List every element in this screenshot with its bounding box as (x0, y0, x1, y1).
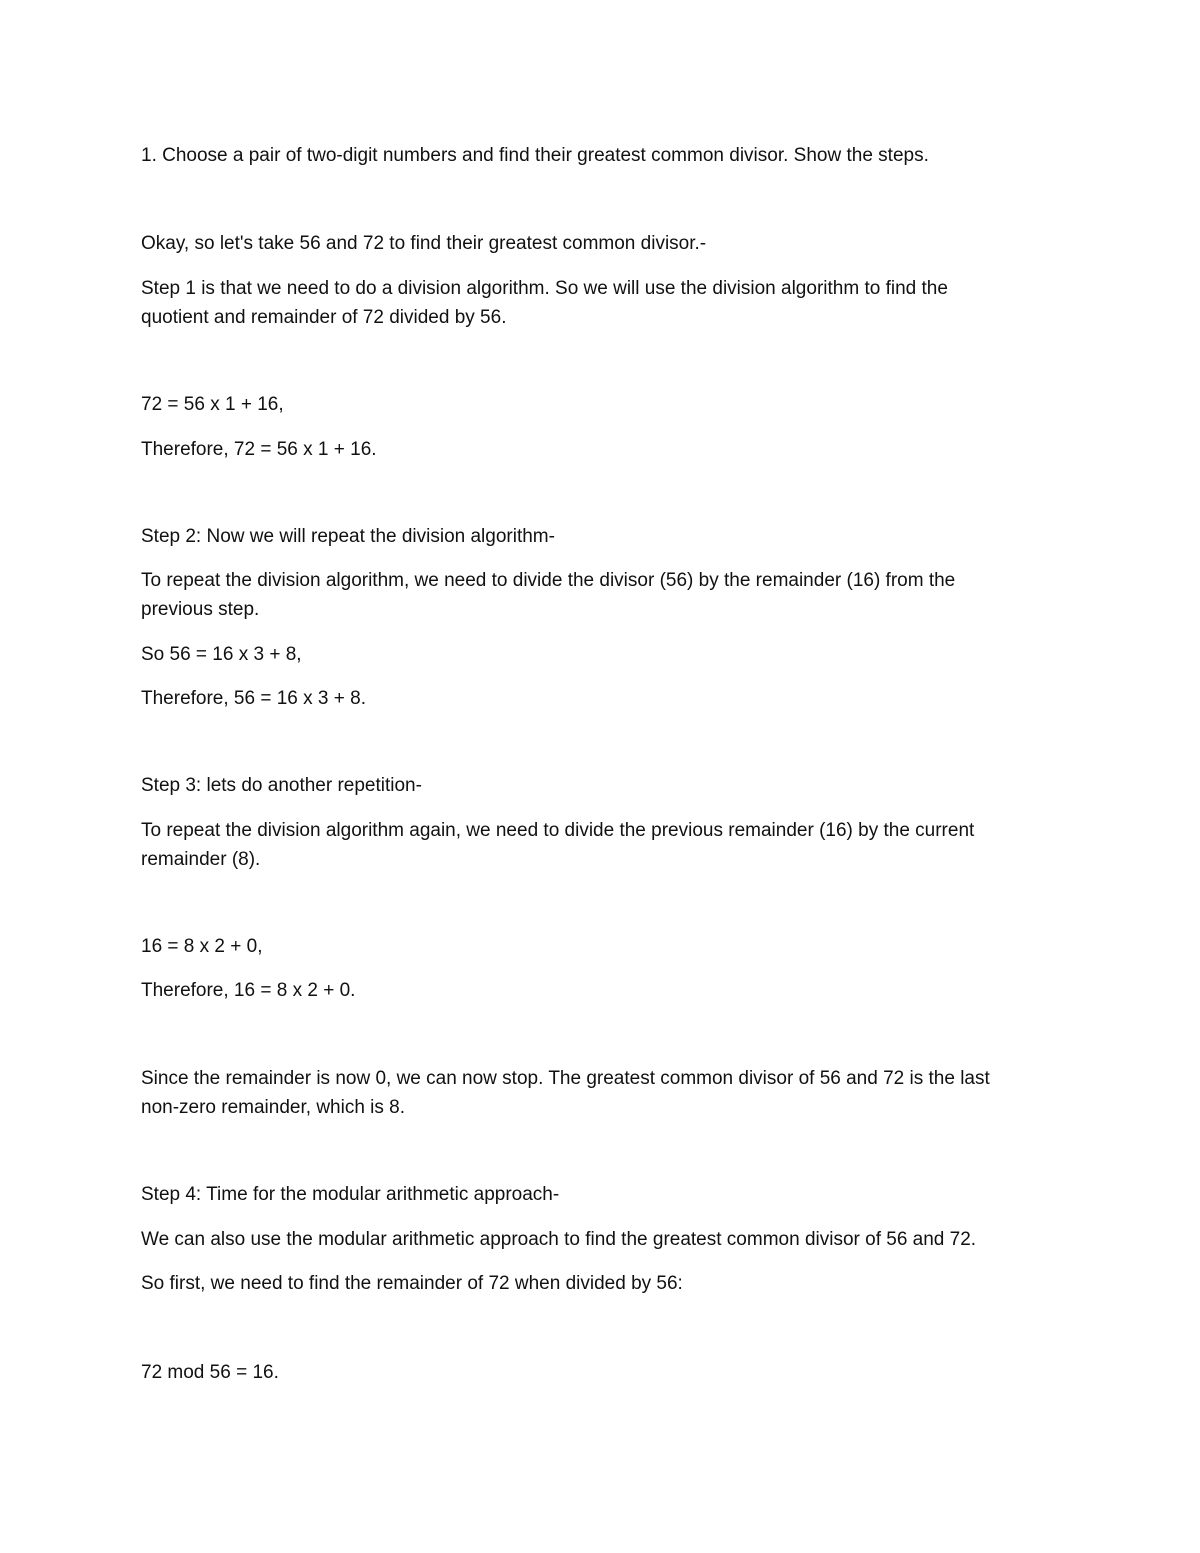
equation-4: 72 mod 56 = 16. (141, 1362, 279, 1383)
step-4-paragraph: We can also use the modular arithmetic approach to find the greatest common divisor of 56 and 72. (141, 1229, 977, 1250)
result-paragraph-line-1: Since the remainder is now 0, we can now stop. The greatest common divisor of 56 and 72 is the last (141, 1068, 990, 1089)
conclusion-1: Therefore, 72 = 56 x 1 + 16. (141, 439, 377, 460)
step-4-instruction: So first, we need to find the remainder of 72 when divided by 56: (141, 1273, 683, 1294)
equation-2: So 56 = 16 x 3 + 8, (141, 644, 302, 665)
step-1-paragraph-line-2: quotient and remainder of 72 divided by 56. (141, 307, 507, 328)
step-2-heading: Step 2: Now we will repeat the division algorithm- (141, 526, 555, 547)
result-paragraph-line-2: non-zero remainder, which is 8. (141, 1097, 406, 1118)
step-3-heading: Step 3: lets do another repetition- (141, 775, 422, 796)
intro-paragraph: Okay, so let's take 56 and 72 to find their greatest common divisor.- (141, 233, 707, 254)
equation-3: 16 = 8 x 2 + 0, (141, 936, 263, 957)
step-3-paragraph-line-2: remainder (8). (141, 849, 261, 870)
conclusion-2: Therefore, 56 = 16 x 3 + 8. (141, 688, 366, 709)
conclusion-3: Therefore, 16 = 8 x 2 + 0. (141, 980, 356, 1001)
step-4-heading: Step 4: Time for the modular arithmetic approach- (141, 1184, 560, 1205)
step-2-paragraph-line-2: previous step. (141, 599, 260, 620)
question-text: 1. Choose a pair of two-digit numbers and find their greatest common divisor. Show the steps. (141, 145, 929, 166)
step-2-paragraph-line-1: To repeat the division algorithm, we need to divide the divisor (56) by the remainder (16) from the (141, 570, 956, 591)
step-3-paragraph-line-1: To repeat the division algorithm again, we need to divide the previous remainder (16) by the current (141, 820, 975, 841)
equation-1: 72 = 56 x 1 + 16, (141, 394, 284, 415)
step-1-paragraph-line-1: Step 1 is that we need to do a division algorithm. So we will use the division algorithm to find the (141, 278, 948, 299)
